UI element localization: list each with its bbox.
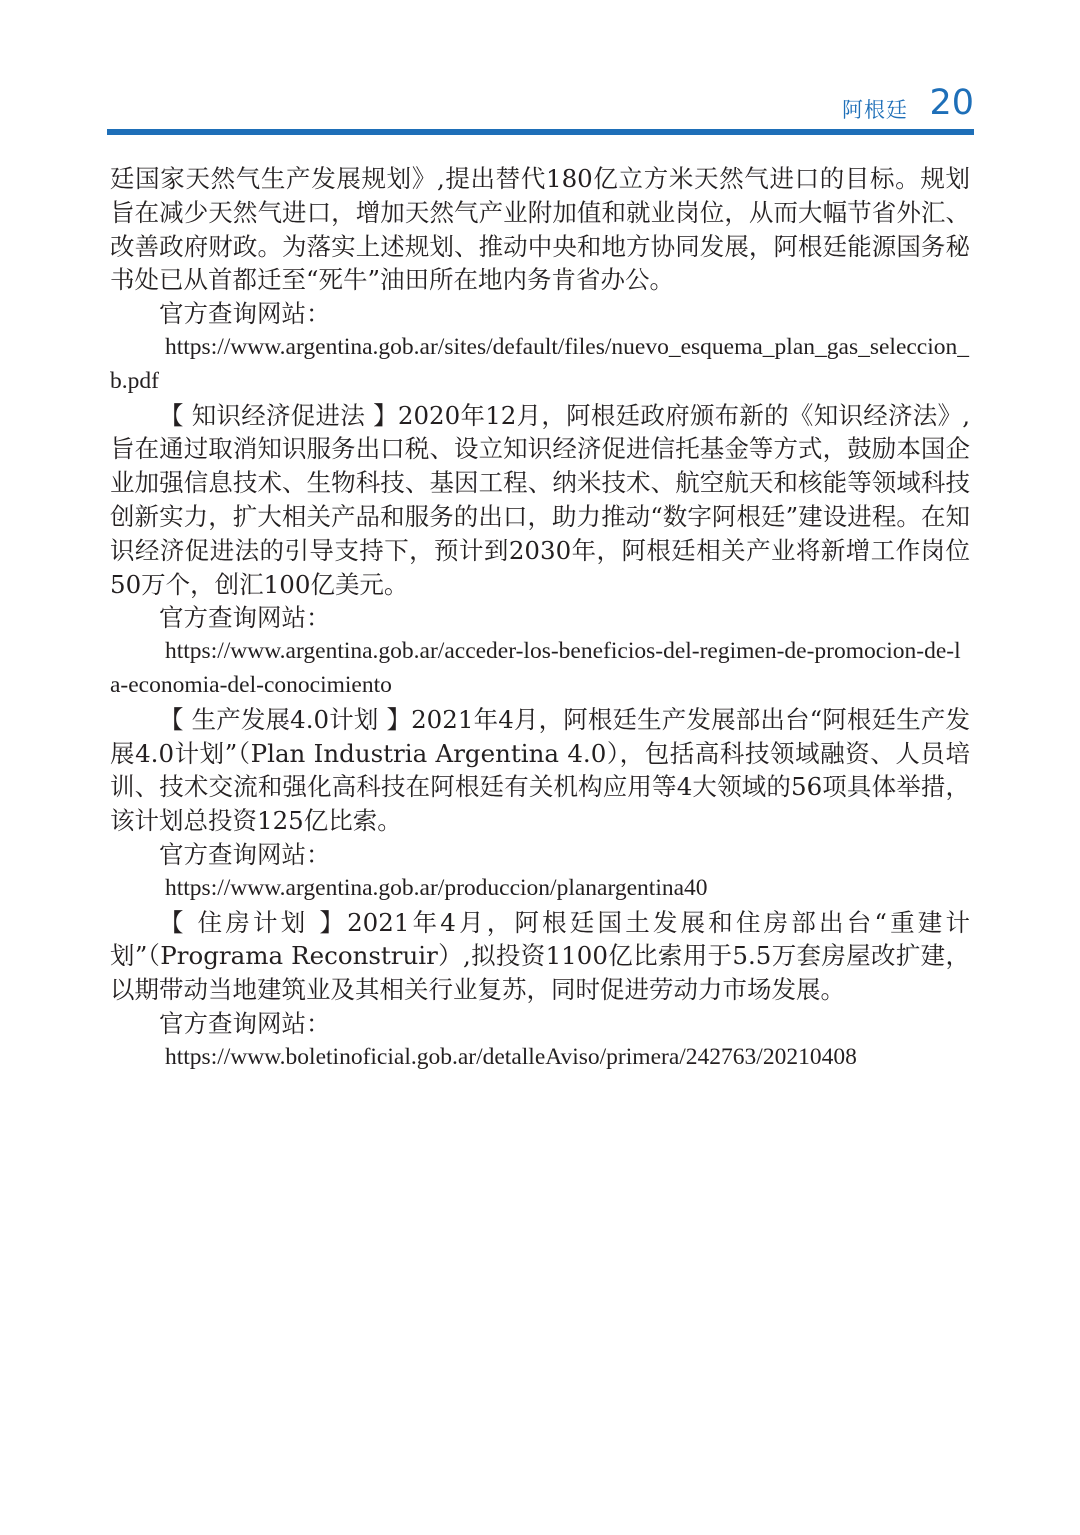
official-site-url[interactable]: https://www.argentina.gob.ar/produccion/planargentina40 <box>165 874 708 901</box>
page-header <box>108 83 974 132</box>
section-title: 阿根廷 <box>842 98 908 122</box>
page-number: 20 <box>929 83 974 123</box>
paragraph-gas-plan: 廷国家天然气生产发展规划》,提出替代180亿立方米天然气进口的目标。规划旨在减少天然气进口，增加天然气产业附加值和就业岗位，从而大幅节省外汇、改善政府财政。为落实上述规划、推动中央和地方协同发展，阿根廷能源国务秘书处已从首都迁至“死牛”油田所在地内务肯省办公。 <box>110 164 970 295</box>
official-site-label: 官方查询网站： <box>159 1008 331 1038</box>
official-site-url[interactable]: https://www.argentina.gob.ar/acceder-los-beneficios-del-regimen-de-promocion-de-la-economia-del-conocimiento <box>110 638 961 698</box>
paragraph-industry-4-plan: 【 生产发展4.0计划 】2021年4月，阿根廷生产发展部出台“阿根廷生产发展4.0计划”（Plan Industria Argentina 4.0），包括高科技领域融资、人员培训、技术交流和强化高科技在阿根廷有关机构应用等4大领域的56项具体举措，该计划总投资125亿比索。 <box>110 704 970 836</box>
official-site-url[interactable]: https://www.argentina.gob.ar/sites/default/files/nuevo_esquema_plan_gas_seleccion_b.pdf <box>110 333 970 394</box>
official-site-url[interactable]: https://www.boletinoficial.gob.ar/detalleAviso/primera/242763/20210408 <box>165 1043 857 1070</box>
official-site-label: 官方查询网站： <box>159 839 331 869</box>
header-rule <box>107 129 974 135</box>
page-body <box>110 162 970 1075</box>
official-site-label: 官方查询网站： <box>159 299 331 329</box>
paragraph-knowledge-economy: 【 知识经济促进法 】2020年12月，阿根廷政府颁布新的《知识经济法》,旨在通过取消知识服务出口税、设立知识经济促进信托基金等方式，鼓励本国企业加强信息技术、生物科技、基因工程、纳米技术、航空航天和核能等领域科技创新实力，扩大相关产品和服务的出口，助力推动“数字阿根廷”建设进程。在知识经济促进法的引导支持下，预计到2030年，阿根廷相关产业将新增工作岗位50万个，创汇100亿美元。 <box>110 400 970 599</box>
official-site-label: 官方查询网站： <box>159 603 331 633</box>
paragraph-housing-plan: 【 住房计划 】2021年4月，阿根廷国土发展和住房部出台“重建计划”（Programa Reconstruir）,拟投资1100亿比索用于5.5万套房屋改扩建，以期带动当地建筑业及其相关行业复苏，同时促进劳动力市场发展。 <box>110 907 970 1005</box>
